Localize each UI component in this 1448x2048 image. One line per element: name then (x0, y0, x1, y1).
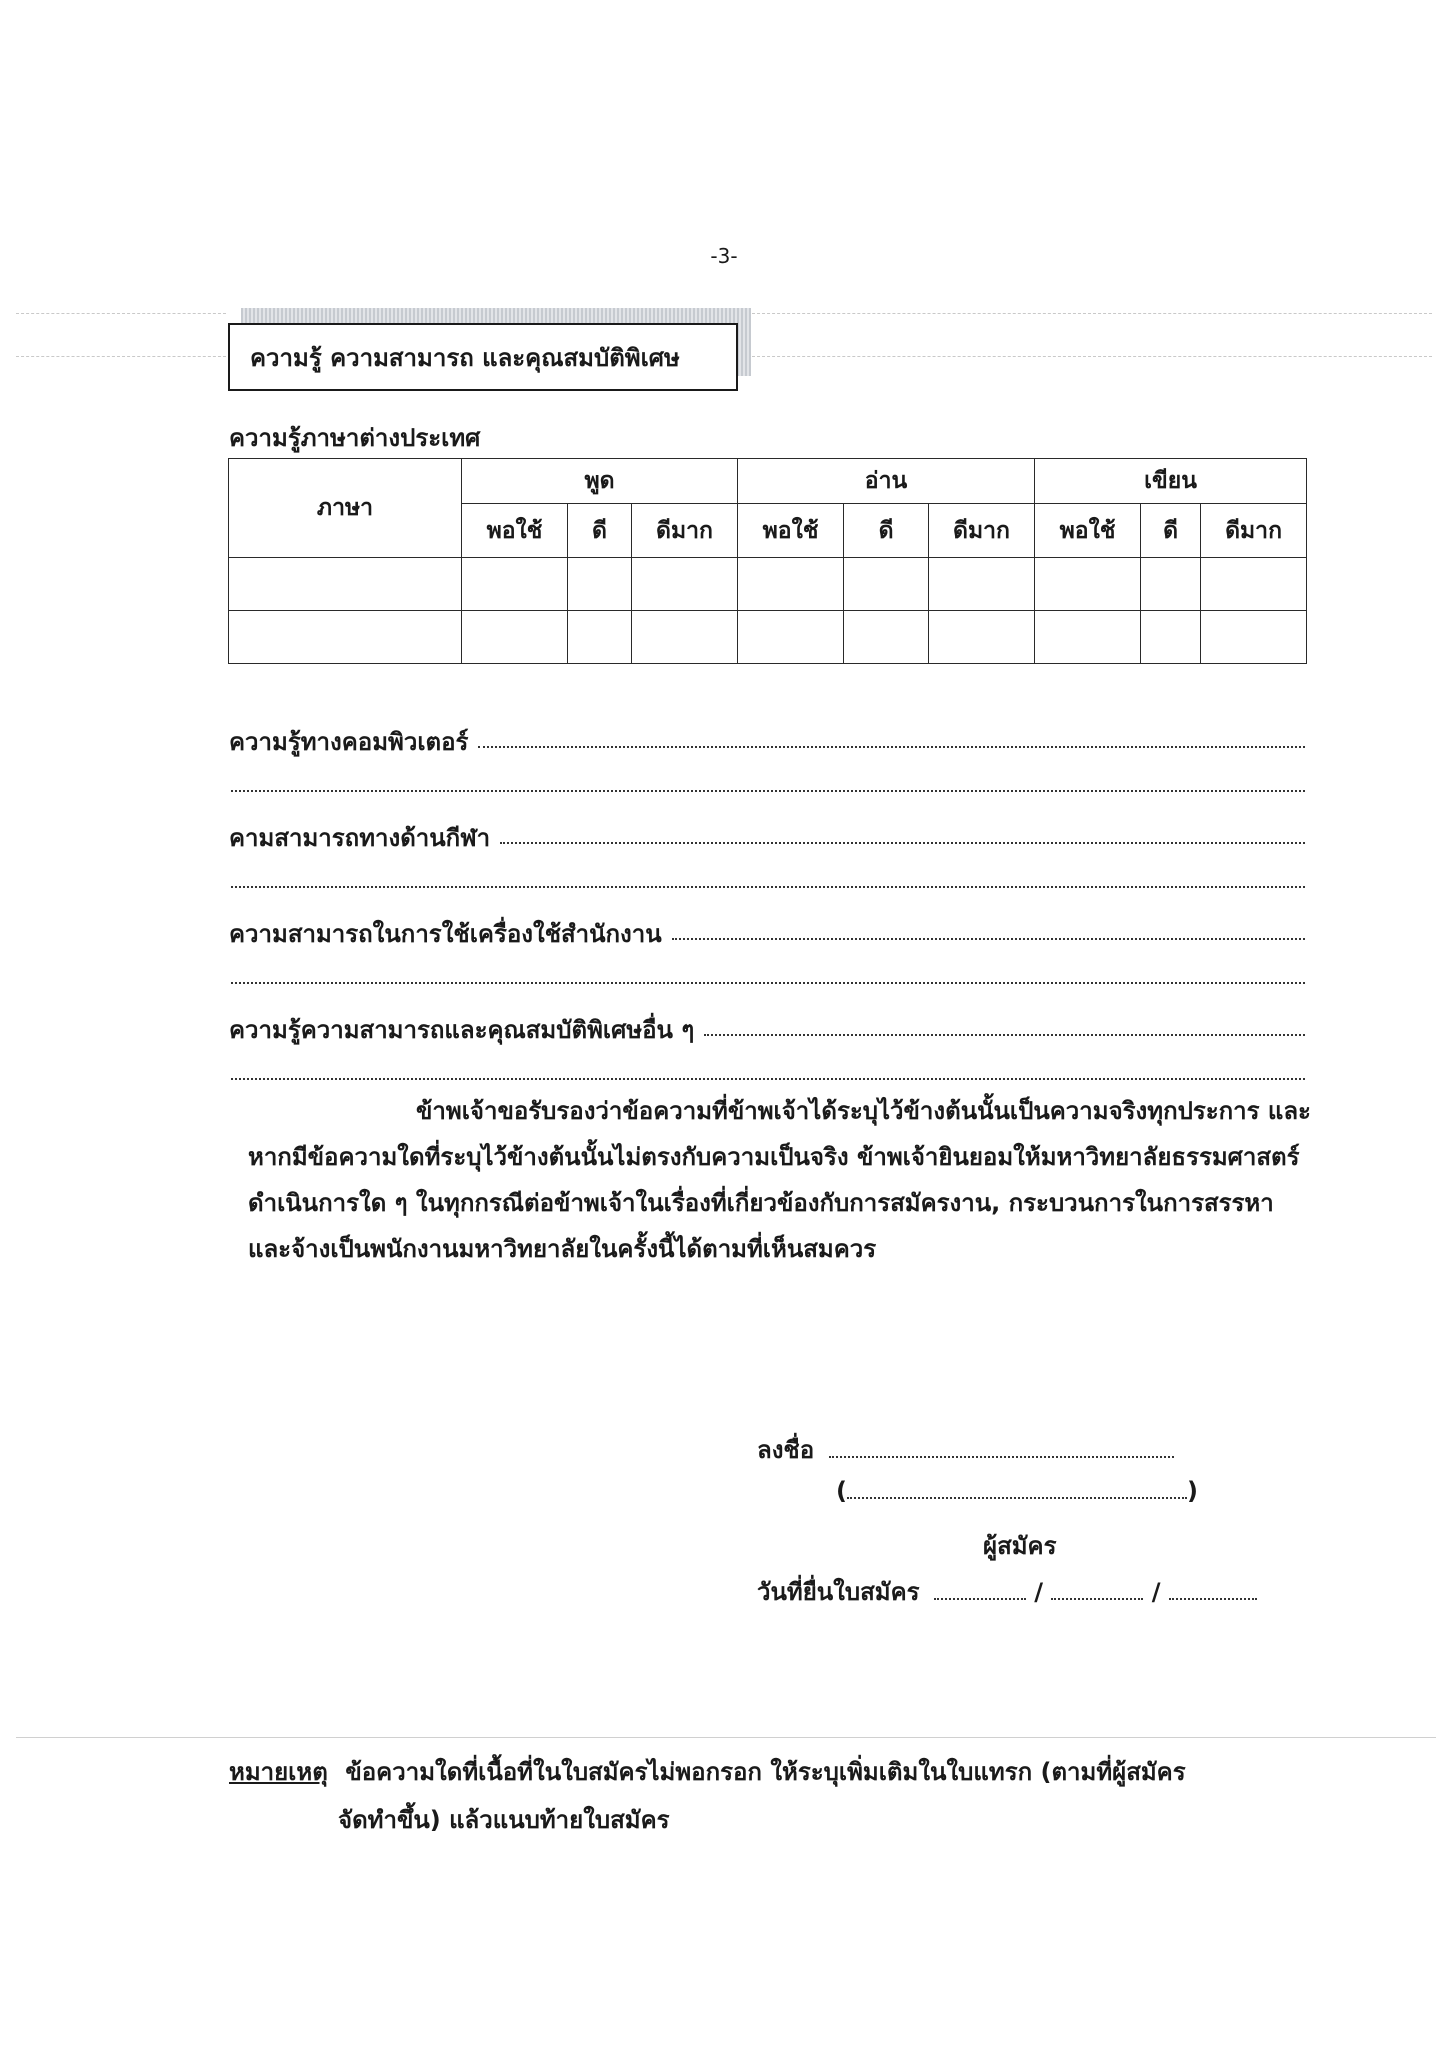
page-number: -3- (710, 244, 738, 268)
table-cell[interactable] (632, 558, 738, 611)
level-fair: พอใช้ (462, 504, 568, 558)
signature-label: ลงชื่อ (757, 1436, 815, 1464)
sports-input-line[interactable] (500, 842, 1305, 844)
sports-field (229, 818, 1305, 857)
table-cell[interactable] (1141, 558, 1201, 611)
section-title-box (228, 323, 738, 391)
section-title: ความรู้ ความสามารถ และคุณสมบัติพิเศษ (250, 343, 680, 372)
other-input-line-2[interactable] (231, 1078, 1305, 1080)
table-cell[interactable] (844, 558, 929, 611)
divider (16, 1737, 1436, 1738)
certification-paragraph (248, 1088, 1398, 1272)
certification-line: และจ้างเป็นพนักงานมหาวิทยาลัยในครั้งนี้ได้ตามที่เห็นสมควร (248, 1235, 877, 1263)
table-cell[interactable] (844, 611, 929, 664)
table-cell[interactable] (462, 558, 568, 611)
application-date-line (757, 1572, 1257, 1611)
table-row (229, 611, 1307, 664)
signature-input[interactable] (829, 1456, 1174, 1458)
language-table (228, 458, 1307, 664)
table-cell[interactable] (1201, 558, 1307, 611)
other-field (229, 1010, 1305, 1049)
table-cell[interactable] (738, 558, 844, 611)
table-cell[interactable] (229, 558, 462, 611)
sports-label: คามสามารถทางด้านกีฬา (229, 824, 491, 852)
table-cell[interactable] (229, 611, 462, 664)
open-paren: ( (836, 1477, 847, 1505)
table-cell[interactable] (1201, 611, 1307, 664)
certification-line: ข้าพเจ้าขอรับรองว่าข้อความที่ข้าพเจ้าได้ระบุไว้ข้างต้นนั้นเป็นความจริงทุกประการ และ (416, 1097, 1311, 1125)
note-label: หมายเหตุ (229, 1758, 328, 1786)
level-excellent: ดีมาก (632, 504, 738, 558)
printed-name-line (836, 1477, 1198, 1505)
computer-input-line-2[interactable] (231, 790, 1305, 792)
date-day-input[interactable] (934, 1598, 1026, 1600)
close-paren: ) (1186, 1477, 1198, 1505)
level-fair: พอใช้ (738, 504, 844, 558)
foreign-language-heading: ความรู้ภาษาต่างประเทศ (229, 424, 481, 452)
other-label: ความรู้ความสามารถและคุณสมบัติพิเศษอื่น ๆ (229, 1016, 695, 1044)
language-header: ภาษา (229, 459, 462, 558)
date-separator: / (1151, 1578, 1161, 1606)
level-good: ดี (844, 504, 929, 558)
table-row (229, 558, 1307, 611)
certification-line: หากมีข้อความใดที่ระบุไว้ข้างต้นนั้นไม่ตรงกับความเป็นจริง ข้าพเจ้ายินยอมให้มหาวิทยาลัยธรรมศาสตร์ (248, 1143, 1300, 1171)
level-good: ดี (568, 504, 632, 558)
level-excellent: ดีมาก (1201, 504, 1307, 558)
office-equipment-input-line[interactable] (672, 938, 1305, 940)
table-cell[interactable] (738, 611, 844, 664)
applicant-role: ผู้สมัคร (983, 1532, 1057, 1560)
level-good: ดี (1141, 504, 1201, 558)
signature-line (757, 1430, 1174, 1469)
scan-line (16, 356, 226, 357)
level-fair: พอใช้ (1035, 504, 1141, 558)
computer-field (229, 722, 1305, 761)
table-cell[interactable] (568, 611, 632, 664)
note-line2: จัดทำขึ้น) แล้วแนบท้ายใบสมัคร (338, 1806, 670, 1834)
table-cell[interactable] (1035, 611, 1141, 664)
sports-input-line-2[interactable] (231, 886, 1305, 888)
table-cell[interactable] (1141, 611, 1201, 664)
table-cell[interactable] (632, 611, 738, 664)
table-cell[interactable] (1035, 558, 1141, 611)
computer-label: ความรู้ทางคอมพิวเตอร์ (229, 728, 469, 756)
table-cell[interactable] (462, 611, 568, 664)
note-line1: ข้อความใดที่เนื้อที่ในใบสมัครไม่พอกรอก ให้ระบุเพิ่มเติมในใบแทรก (ตามที่ผู้สมัคร (345, 1758, 1186, 1786)
table-cell[interactable] (929, 558, 1035, 611)
office-equipment-field (229, 914, 1305, 953)
scan-line (16, 313, 226, 314)
application-date-label: วันที่ยื่นใบสมัคร (757, 1578, 920, 1606)
level-excellent: ดีมาก (929, 504, 1035, 558)
table-cell[interactable] (929, 611, 1035, 664)
date-separator: / (1034, 1578, 1044, 1606)
office-equipment-label: ความสามารถในการใช้เครื่องใช้สำนักงาน (229, 920, 662, 948)
speak-header: พูด (462, 459, 738, 504)
note (229, 1752, 1186, 1791)
date-month-input[interactable] (1051, 1598, 1143, 1600)
other-input-line[interactable] (704, 1034, 1305, 1036)
scan-line (752, 313, 1432, 314)
computer-input-line[interactable] (478, 746, 1305, 748)
printed-name-input[interactable] (847, 1497, 1187, 1499)
scan-line (752, 356, 1432, 357)
certification-line: ดำเนินการใด ๆ ในทุกกรณีต่อข้าพเจ้าในเรื่องที่เกี่ยวข้องกับการสมัครงาน, กระบวนการในการสรรหา (248, 1189, 1274, 1217)
read-header: อ่าน (738, 459, 1035, 504)
office-equipment-input-line-2[interactable] (231, 982, 1305, 984)
write-header: เขียน (1035, 459, 1307, 504)
table-cell[interactable] (568, 558, 632, 611)
date-year-input[interactable] (1169, 1598, 1257, 1600)
